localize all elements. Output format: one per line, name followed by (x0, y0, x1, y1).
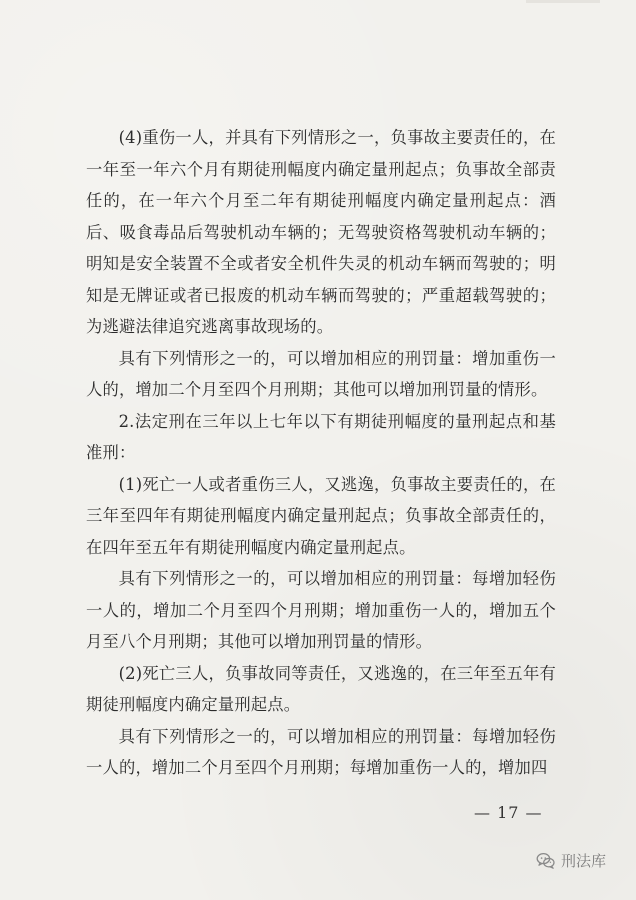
document-body (86, 122, 556, 784)
paragraph-additional-penalty-3: 具有下列情形之一的，可以增加相应的刑罚量：每增加轻伤一人的，增加二个月至四个月刑期；每增加重伤一人的，增加四 (86, 726, 556, 777)
wechat-icon (535, 850, 557, 872)
paragraph-1-death-or-injury: (1)死亡一人或者重伤三人，又逃逸，负事故主要责任的，在三年至四年有期徒刑幅度内确定量刑起点；负事故全部责任的，在四年至五年有期徒刑幅度内确定量刑起点。 (86, 474, 556, 557)
page-number: — 17 — (474, 803, 543, 822)
watermark (535, 850, 606, 872)
paragraph-4-serious-injury: (4)重伤一人，并具有下列情形之一，负事故主要责任的，在一年至一年六个月有期徒刑幅度内确定量刑起点；负事故全部责任的，在一年六个月至二年有期徒刑幅度内确定量刑起点：酒后、吸食毒品后驾驶机动车辆的；无驾驶资格驾驶机动车辆的；明知是安全装置不全或者安全机件失灵的机动车辆而驾驶的；明知是无牌证或者已报废的机动车辆而驾驶的；严重超载驾驶的；为逃避法律追究逃离事故现场的。 (86, 128, 556, 336)
paragraph-section-2-heading: 2.法定刑在三年以上七年以下有期徒刑幅度的量刑起点和基准刑： (86, 411, 556, 462)
top-edge-mark (526, 0, 600, 3)
watermark-label: 刑法库 (560, 852, 606, 870)
paragraph-additional-penalty-1: 具有下列情形之一的，可以增加相应的刑罚量：增加重伤一人的，增加二个月至四个月刑期；其他可以增加刑罚量的情形。 (86, 348, 556, 399)
paragraph-additional-penalty-2: 具有下列情形之一的，可以增加相应的刑罚量：每增加轻伤一人的，增加二个月至四个月刑期；增加重伤一人的，增加五个月至八个月刑期；其他可以增加刑罚量的情形。 (86, 569, 556, 651)
paragraph-2-three-deaths: (2)死亡三人，负事故同等责任，又逃逸的，在三年至五年有期徒刑幅度内确定量刑起点。 (86, 663, 556, 714)
